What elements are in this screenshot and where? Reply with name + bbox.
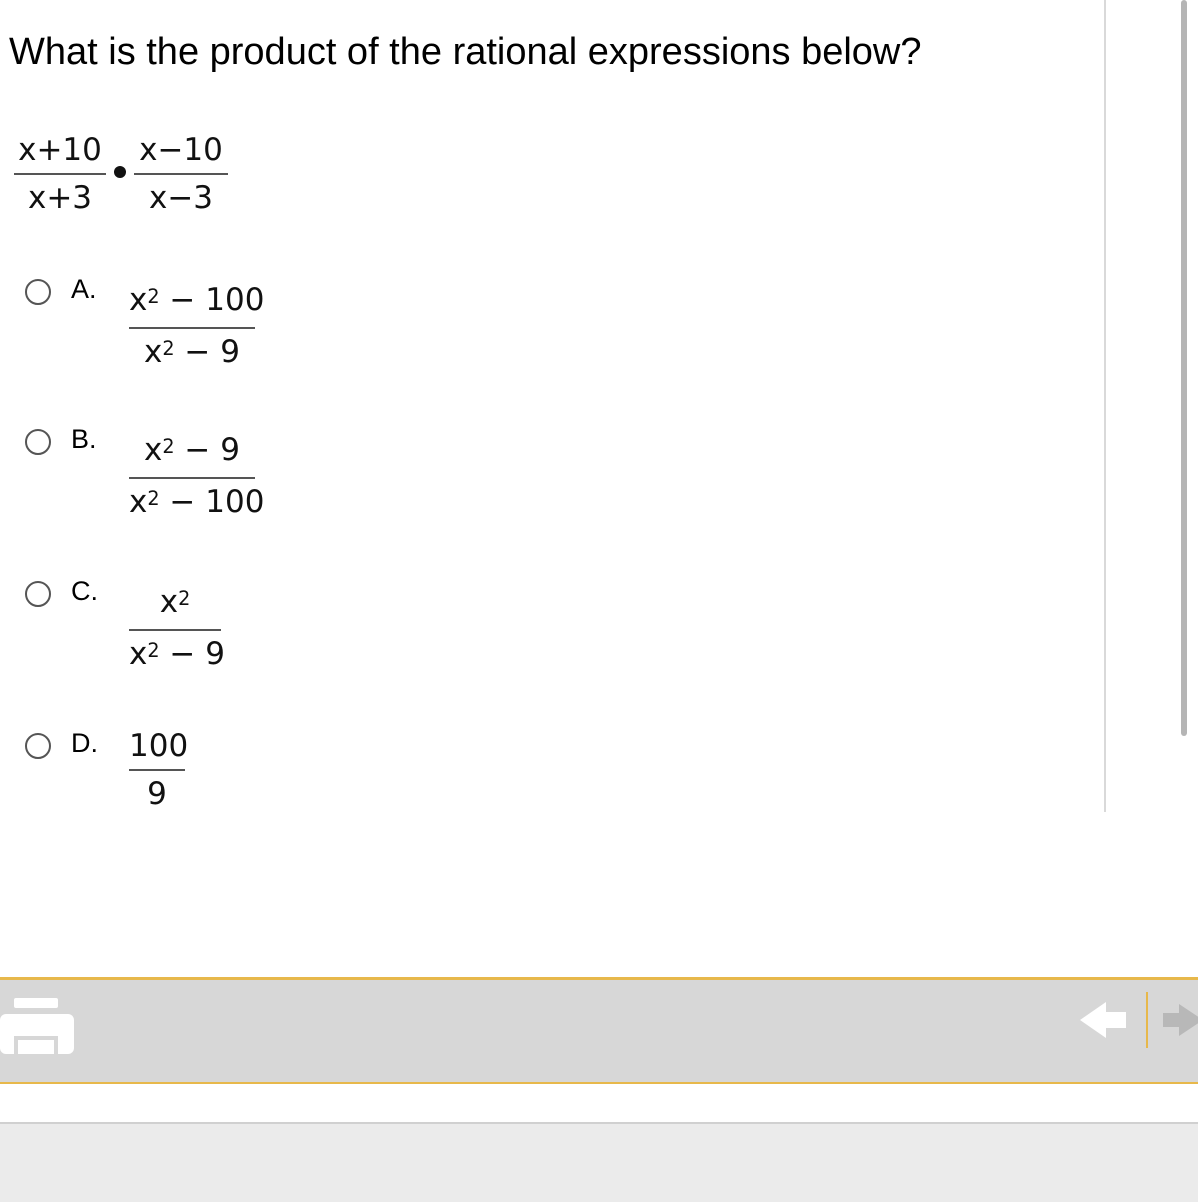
prev-arrow-icon[interactable]: [1080, 998, 1130, 1042]
choice-d-numerator: 100: [129, 728, 189, 764]
choice-a-denominator: $x^2 - 9$: [144, 334, 240, 370]
left-fraction: [14, 130, 106, 218]
choice-b-fraction: [129, 430, 265, 526]
panel-divider: [1104, 0, 1106, 812]
fraction-bar: [129, 629, 221, 631]
radio-button-b[interactable]: [25, 429, 51, 455]
choice-letter: C.: [71, 576, 98, 606]
choice-b-numerator: $x^2 - 9$: [144, 432, 240, 468]
left-denominator: x+3: [27, 180, 93, 216]
right-denominator: x−3: [148, 180, 214, 216]
choice-letter: B.: [71, 424, 97, 454]
fraction-bar: [129, 477, 255, 479]
choice-letter: D.: [71, 728, 98, 758]
choice-c-numerator: $x^2$: [159, 584, 191, 620]
nav-separator: [1146, 992, 1148, 1048]
next-arrow-icon[interactable]: [1163, 998, 1198, 1042]
left-numerator: x+10: [18, 132, 102, 168]
fraction-bar: [14, 173, 106, 175]
fraction-bar: [129, 327, 255, 329]
radio-button-c[interactable]: [25, 581, 51, 607]
radio-button-a[interactable]: [25, 279, 51, 305]
choice-c[interactable]: [22, 574, 422, 684]
choice-d[interactable]: [22, 726, 422, 836]
choice-a-numerator: $x^2 - 100$: [129, 282, 265, 318]
choice-c-fraction: [129, 582, 225, 678]
choice-a[interactable]: [22, 272, 422, 382]
bottom-toolbar: [0, 977, 1198, 1084]
choice-a-fraction: [129, 280, 265, 376]
right-numerator: x−10: [139, 132, 223, 168]
right-fraction: [134, 130, 228, 218]
choice-d-denominator: 9: [147, 776, 167, 812]
scrollbar[interactable]: [1181, 0, 1187, 736]
question-text: What is the product of the rational expressions below?: [9, 31, 922, 73]
choice-c-denominator: $x^2 - 9$: [129, 636, 225, 672]
radio-button-d[interactable]: [25, 733, 51, 759]
print-icon[interactable]: [0, 998, 75, 1068]
choice-d-fraction: [129, 726, 189, 814]
footer-area: [0, 1122, 1198, 1202]
multiplication-dot: [114, 166, 126, 178]
fraction-bar: [134, 173, 228, 175]
choice-letter: A.: [71, 274, 97, 304]
choice-b[interactable]: [22, 422, 422, 532]
fraction-bar: [129, 769, 185, 771]
choice-b-denominator: $x^2 - 100$: [129, 484, 265, 520]
